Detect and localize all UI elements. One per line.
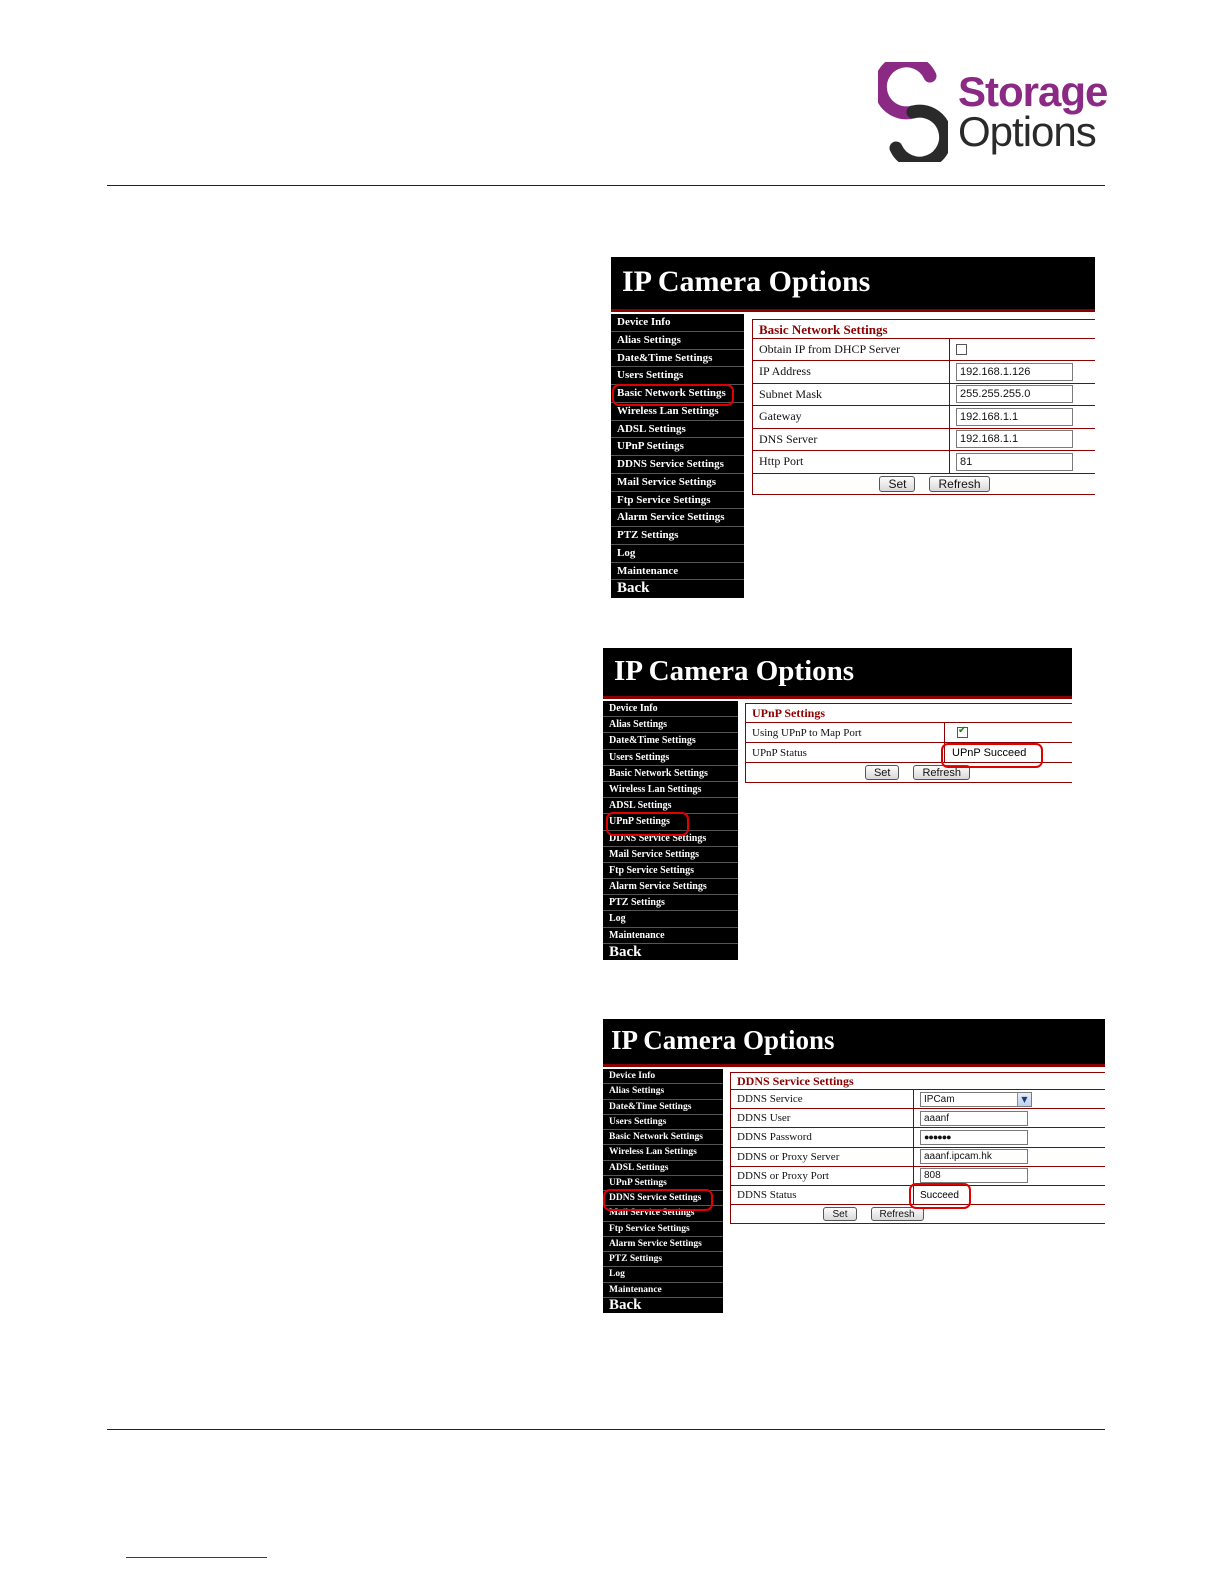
row-label: DDNS Status [731,1186,914,1204]
sidebar-menu [611,314,744,598]
row-label: DDNS or Proxy Server [731,1148,914,1166]
sidebar-item-upnp-settings[interactable]: UPnP Settings [611,438,744,456]
sidebar-item-log[interactable]: Log [603,1267,723,1282]
settings-panel [752,319,1095,495]
row-dns [753,429,1095,452]
sidebar-item-ptz-settings[interactable]: PTZ Settings [603,895,738,911]
sidebar-item-users-settings[interactable]: Users Settings [603,750,738,766]
cam-header-title: IP Camera Options [611,1025,835,1055]
row-ip [753,361,1095,384]
row-ddns-server [731,1148,1105,1167]
sidebar-item-basic-network-settings[interactable]: Basic Network Settings [603,766,738,782]
set-button[interactable]: Set [865,765,900,780]
sidebar-item-wireless-lan-settings[interactable]: Wireless Lan Settings [603,1145,723,1160]
sidebar-item-upnp-settings[interactable]: UPnP Settings [603,1176,723,1191]
sidebar-item-maintenance[interactable]: Maintenance [603,1283,723,1298]
row-label: DDNS or Proxy Port [731,1167,914,1185]
row-ddns-user [731,1109,1105,1128]
row-label: Gateway [753,406,950,428]
row-label: Http Port [753,451,950,473]
sidebar-item-users-settings[interactable]: Users Settings [603,1115,723,1130]
highlight-basic-network [612,384,734,406]
sidebar-item-ddns-service-settings[interactable]: DDNS Service Settings [603,1191,723,1206]
footer-rule [107,1429,1105,1430]
sidebar-item-adsl-settings[interactable]: ADSL Settings [603,1161,723,1176]
sidebar-item-date-time-settings[interactable]: Date&Time Settings [603,733,738,749]
refresh-button[interactable]: Refresh [913,765,970,780]
sidebar-item-back[interactable]: Back [617,580,650,597]
row-label: Using UPnP to Map Port [746,723,945,742]
sidebar-item-alias-settings[interactable]: Alias Settings [611,332,744,350]
sidebar-item-maintenance[interactable]: Maintenance [603,928,738,944]
sidebar-item-mail-service-settings[interactable]: Mail Service Settings [603,847,738,863]
sidebar-item-basic-network-settings[interactable]: Basic Network Settings [611,385,744,403]
sidebar-item-ftp-service-settings[interactable]: Ftp Service Settings [611,492,744,510]
sidebar-item-device-info[interactable]: Device Info [611,314,744,332]
cam-header-title: IP Camera Options [614,655,855,687]
sidebar-item-ddns-service-settings[interactable]: DDNS Service Settings [603,831,738,847]
sidebar-item-alarm-service-settings[interactable]: Alarm Service Settings [611,509,744,527]
upnp-status-value: UPnP Succeed [952,746,1027,759]
highlight-upnp-status [941,743,1043,768]
refresh-button[interactable]: Refresh [871,1207,924,1221]
row-subnet [753,384,1095,407]
row-label: DDNS User [731,1109,914,1127]
row-ddns-service [731,1090,1105,1109]
http-port-input[interactable]: 81 [956,453,1073,471]
sidebar-item-wireless-lan-settings[interactable]: Wireless Lan Settings [611,403,744,421]
screenshot-basic-network [611,257,1095,598]
row-label: Subnet Mask [753,384,950,406]
screenshot-ddns [603,1019,1105,1313]
sidebar-item-device-info[interactable]: Device Info [603,1069,723,1084]
sidebar-item-device-info[interactable]: Device Info [603,701,738,717]
row-upnp-map [746,723,1072,743]
sidebar-item-ptz-settings[interactable]: PTZ Settings [611,527,744,545]
highlight-upnp [606,812,689,836]
row-label: UPnP Status [746,743,945,762]
cam-header [603,1019,1105,1067]
dhcp-checkbox[interactable] [956,344,967,355]
sidebar-item-ftp-service-settings[interactable]: Ftp Service Settings [603,1222,723,1237]
row-dhcp [753,339,1095,361]
gateway-input[interactable]: 192.168.1.1 [956,408,1073,426]
chevron-down-icon: ▼ [1017,1093,1031,1106]
ddns-status-value: Succeed [920,1189,959,1201]
row-label: Obtain IP from DHCP Server [753,339,950,360]
row-http-port [753,451,1095,474]
brand-line-2: Options [958,108,1096,155]
row-label: DNS Server [753,429,950,451]
brand-line-1: Storage [958,68,1108,115]
refresh-button[interactable]: Refresh [929,476,989,492]
ddns-server-input[interactable]: aaanf.ipcam.hk [920,1149,1028,1164]
panel-title: DDNS Service Settings [731,1073,1105,1090]
sidebar-item-wireless-lan-settings[interactable]: Wireless Lan Settings [603,782,738,798]
set-button[interactable]: Set [823,1207,856,1221]
sidebar-item-back[interactable]: Back [609,1296,642,1313]
highlight-ddns-status [909,1183,971,1209]
set-button[interactable]: Set [879,476,915,492]
sidebar-item-maintenance[interactable]: Maintenance [611,563,744,581]
subnet-mask-input[interactable]: 255.255.255.0 [956,385,1073,403]
highlight-ddns [603,1189,713,1211]
dns-server-input[interactable]: 192.168.1.1 [956,430,1073,448]
header-rule [107,185,1105,186]
cam-header [603,648,1072,699]
sidebar-item-ftp-service-settings[interactable]: Ftp Service Settings [603,863,738,879]
panel-title: Basic Network Settings [753,320,1095,339]
ddns-service-select[interactable] [920,1092,1032,1107]
upnp-checkbox[interactable] [957,727,968,738]
footer-link-underline [126,1557,267,1558]
sidebar-item-upnp-settings[interactable]: UPnP Settings [603,814,738,830]
ddns-password-input[interactable]: ●●●●●● [920,1130,1028,1145]
screenshot-upnp [603,648,1072,960]
row-label: IP Address [753,361,950,383]
ddns-user-input[interactable]: aaanf [920,1111,1028,1126]
sidebar-item-users-settings[interactable]: Users Settings [611,367,744,385]
ip-address-input[interactable]: 192.168.1.126 [956,363,1073,381]
sidebar-item-alias-settings[interactable]: Alias Settings [603,717,738,733]
sidebar-item-date-time-settings[interactable]: Date&Time Settings [611,350,744,368]
sidebar-item-ddns-service-settings[interactable]: DDNS Service Settings [611,456,744,474]
sidebar-item-back[interactable]: Back [609,943,642,960]
storage-options-logo [878,62,1108,162]
ddns-service-value: IPCam [924,1093,955,1105]
sidebar-item-ptz-settings[interactable]: PTZ Settings [603,1252,723,1267]
row-gateway [753,406,1095,429]
sidebar-item-mail-service-settings[interactable]: Mail Service Settings [611,474,744,492]
sidebar-item-adsl-settings[interactable]: ADSL Settings [603,798,738,814]
sidebar-item-basic-network-settings[interactable]: Basic Network Settings [603,1130,723,1145]
row-label: DDNS Password [731,1128,914,1146]
sidebar-item-date-time-settings[interactable]: Date&Time Settings [603,1100,723,1115]
cam-header-title: IP Camera Options [622,265,871,298]
cam-header [611,257,1095,312]
sidebar-item-alias-settings[interactable]: Alias Settings [603,1084,723,1099]
storage-options-logo-icon [878,62,948,162]
sidebar-item-adsl-settings[interactable]: ADSL Settings [611,421,744,439]
ddns-port-input[interactable]: 808 [920,1168,1028,1183]
sidebar-item-log[interactable]: Log [611,545,744,563]
sidebar-item-mail-service-settings[interactable]: Mail Service Settings [603,1206,723,1221]
row-ddns-password [731,1128,1105,1147]
sidebar-item-alarm-service-settings[interactable]: Alarm Service Settings [603,1237,723,1252]
sidebar-item-alarm-service-settings[interactable]: Alarm Service Settings [603,879,738,895]
panel-title: UPnP Settings [746,704,1072,723]
sidebar-item-log[interactable]: Log [603,911,738,927]
row-label: DDNS Service [731,1090,914,1108]
